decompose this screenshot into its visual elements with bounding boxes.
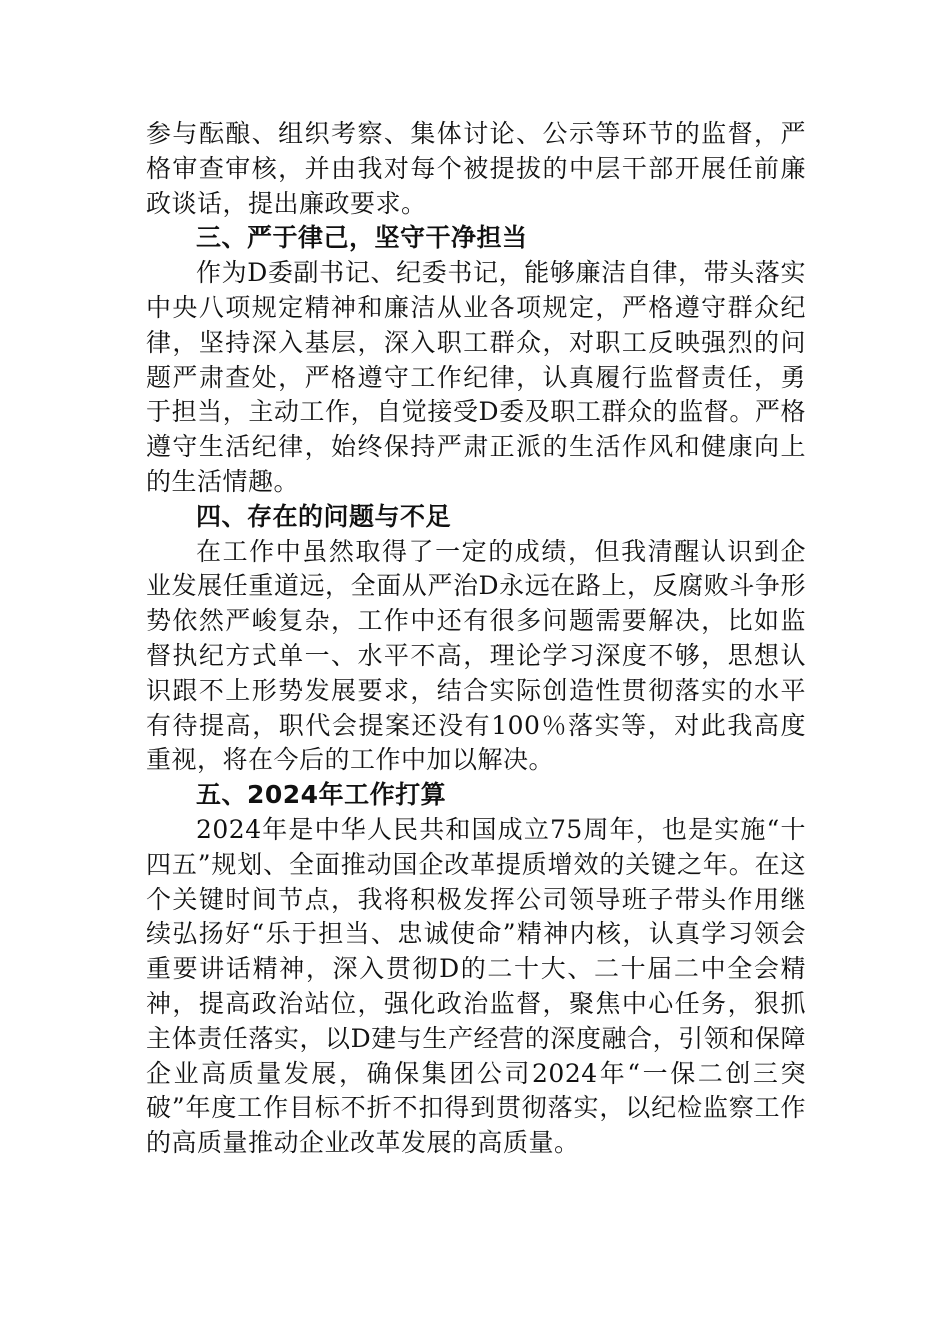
section-3-paragraph: 作为D委副书记、纪委书记，能够廉洁自律，带头落实中央八项规定精神和廉洁从业各项规定，严格遵守群众纪律，坚持深入基层，深入职工群众，对职工反映强烈的问题严肃查处，严格遵守工作纪律，认真履行监督责任，勇于担当，主动工作，自觉接受D委及职工群众的监督。严格遵守生活纪律，始终保持严肃正派的生活作风和健康向上的生活情趣。 xyxy=(146,258,806,496)
section-4-paragraph: 在工作中虽然取得了一定的成绩，但我清醒认识到企业发展任重道远，全面从严治D永远在路上，反腐败斗争形势依然严峻复杂，工作中还有很多问题需要解决，比如监督执纪方式单一、水平不高，理论学习深度不够，思想认识跟不上形势发展要求，结合实际创造性贯彻落实的水平有待提高，职代会提案还没有100％落实等，对此我高度重视，将在今后的工作中加以解决。 xyxy=(146,536,806,775)
document-body xyxy=(146,117,806,1161)
section-heading-4: 四、存在的问题与不足 xyxy=(196,501,452,531)
section-heading-5: 五、2024年工作打算 xyxy=(196,780,447,810)
paragraph-continued: 参与酝酿、组织考察、集体讨论、公示等环节的监督，严格审查审核，并由我对每个被提拔的中层干部开展任前廉政谈话，提出廉政要求。 xyxy=(146,119,806,218)
section-5-paragraph: 2024年是中华人民共和国成立75周年，也是实施“十四五”规划、全面推动国企改革提质增效的关键之年。在这个关键时间节点，我将积极发挥公司领导班子带头作用继续弘扬好“乐于担当、忠诚使命”精神内核，认真学习领会重要讲话精神，深入贯彻D的二十大、二十届二中全会精神，提高政治站位，强化政治监督，聚焦中心任务，狠抓主体责任落实，以D建与生产经营的深度融合，引领和保障企业高质量发展，确保集团公司2024年“一保二创三突破”年度工作目标不折不扣得到贯彻落实，以纪检监察工作的高质量推动企业改革发展的高质量。 xyxy=(146,814,806,1158)
section-heading-3: 三、严于律己，坚守干净担当 xyxy=(196,223,528,253)
